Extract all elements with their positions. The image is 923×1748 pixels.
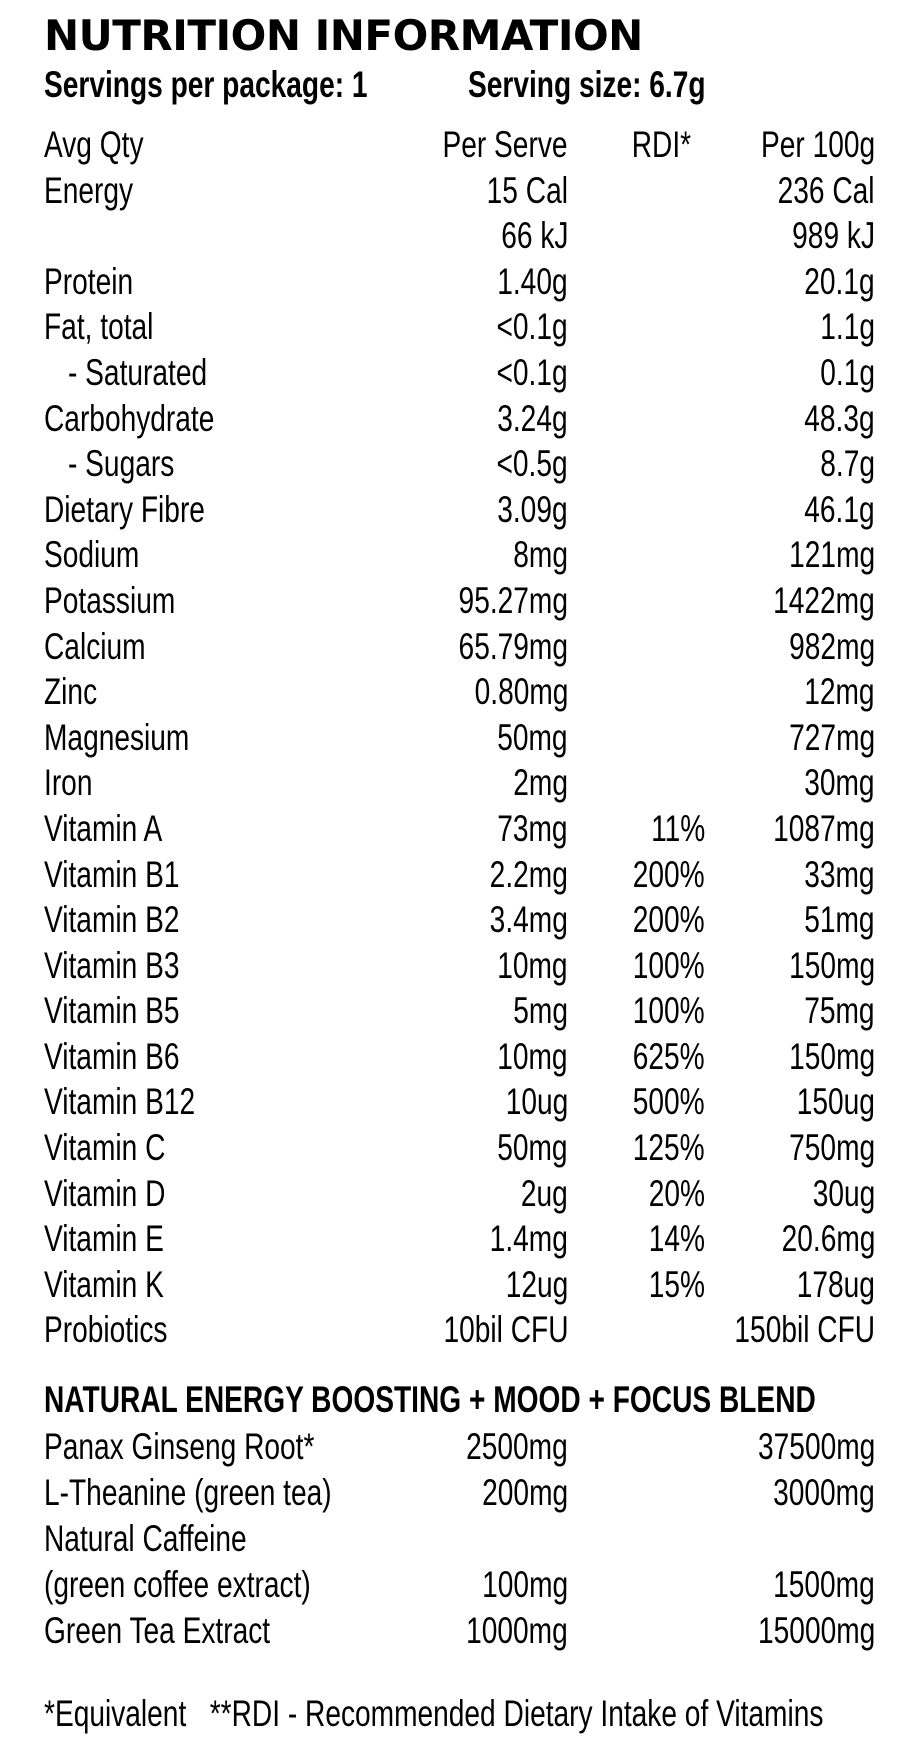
nutrient-label: Zinc [44, 671, 98, 713]
nutrient-label: Potassium [44, 579, 176, 621]
per-serve-value-cell [496, 760, 568, 806]
blend-per-serve-cell [455, 1470, 568, 1516]
per-serve-value: 3.24g [497, 397, 568, 439]
nutrient-label: Vitamin C [44, 1127, 166, 1169]
nutrient-label-cell [44, 943, 222, 989]
table-row [0, 213, 923, 259]
per-100g-value: 12mg [804, 671, 875, 713]
rdi-value: 11% [650, 807, 705, 849]
blend-label-cell [44, 1424, 400, 1470]
per-serve-value: 10bil CFU [442, 1309, 568, 1351]
nutrient-label-cell [68, 350, 251, 396]
per-serve-value: 10mg [497, 944, 568, 986]
per-100g-value-cell [762, 715, 875, 761]
per-serve-value: 1.4mg [489, 1218, 568, 1260]
per-100g-value-cell [782, 669, 875, 715]
table-row [0, 487, 923, 533]
nutrient-label: Sodium [44, 534, 140, 576]
footnote-rdi: **RDI - Recommended Dietary Intake of Vitamins [209, 1693, 824, 1734]
per-100g-value-cell [762, 532, 875, 578]
rdi-value-cell [610, 1079, 705, 1125]
footnote-text [44, 1688, 823, 1740]
table-row [0, 897, 923, 943]
nutrient-label-cell [44, 715, 235, 761]
table-row [0, 852, 923, 898]
nutrient-label: Magnesium [44, 716, 190, 758]
blend-label-line2: (green coffee extract) [44, 1564, 311, 1605]
per-serve-value-cell [424, 578, 568, 624]
per-serve-value-cell [475, 715, 568, 761]
per-100g-value: 8.7g [820, 443, 875, 485]
per-100g-value: 150ug [796, 1081, 875, 1123]
panel-title: NUTRITION INFORMATION [44, 11, 643, 60]
blend-row [0, 1470, 923, 1516]
blend-row [0, 1516, 923, 1608]
nutrient-label: Vitamin E [44, 1218, 164, 1260]
table-row [0, 1125, 923, 1171]
rdi-value-cell [631, 1171, 705, 1217]
table-row [0, 624, 923, 670]
blend-per-serve-cell [434, 1608, 568, 1654]
blend-rows [0, 1424, 923, 1654]
per-serve-value-cell [496, 988, 568, 1034]
nutrient-label: Vitamin K [44, 1263, 164, 1305]
per-100g-value: 982mg [789, 625, 875, 667]
header-per-serve: Per Serve [442, 124, 568, 165]
blend-per-100g-cell [721, 1608, 875, 1654]
nutrient-label-cell [44, 168, 161, 214]
per-serve-value: 65.79mg [458, 625, 568, 667]
per-100g-value-cell [782, 487, 875, 533]
table-row [0, 532, 923, 578]
per-100g-value-cell [741, 806, 875, 852]
nutrient-label-cell [44, 806, 200, 852]
rdi-value-cell [610, 852, 705, 898]
per-serve-value: 3.09g [497, 488, 568, 530]
table-row [0, 988, 923, 1034]
blend-label: Natural Caffeine [44, 1518, 247, 1559]
table-row [0, 1079, 923, 1125]
per-100g-value-cell [772, 1079, 875, 1125]
per-serve-value-cell [475, 259, 568, 305]
per-serve-value-cell [474, 441, 568, 487]
table-row [0, 715, 923, 761]
table-row [0, 441, 923, 487]
nutrient-label: Iron [44, 762, 93, 804]
nutrient-label: Fat, total [44, 306, 154, 348]
nutrient-label: - Saturated [68, 351, 208, 393]
servings-per-package-text: Servings per package: 1 [44, 64, 368, 105]
nutrient-label-cell [44, 1216, 202, 1262]
per-100g-value: 150bil CFU [734, 1309, 875, 1351]
nutrient-label-cell [44, 1034, 222, 1080]
nutrient-label: Calcium [44, 625, 146, 667]
per-100g-value-cell [772, 1262, 875, 1308]
blend-per-100g: 3000mg [773, 1472, 875, 1513]
nutrient-label: Vitamin A [44, 807, 163, 849]
nutrient-label: - Sugars [68, 443, 175, 485]
per-serve-value-cell [465, 1216, 568, 1262]
per-100g-value: 46.1g [804, 488, 875, 530]
per-100g-value: 1.1g [820, 306, 875, 348]
per-100g-value: 20.6mg [781, 1218, 875, 1260]
per-100g-value-cell [741, 578, 875, 624]
blend-per-serve-cell [455, 1562, 568, 1608]
per-serve-value: 3.4mg [489, 899, 568, 941]
per-serve-value-cell [475, 1125, 568, 1171]
table-row [0, 168, 923, 214]
per-serve-value: 8mg [513, 534, 568, 576]
table-row [0, 259, 923, 305]
rdi-value-cell [610, 897, 705, 943]
rdi-value: 200% [633, 853, 705, 895]
per-serve-value: 2ug [521, 1172, 568, 1214]
per-serve-value-cell [475, 806, 568, 852]
blend-per-100g: 15000mg [757, 1610, 875, 1651]
per-100g-value: 20.1g [804, 260, 875, 302]
nutrient-label-cell [44, 897, 222, 943]
per-100g-value: 1422mg [773, 579, 875, 621]
per-100g-value: 51mg [804, 899, 875, 941]
header-avg-qty: Avg Qty [44, 124, 144, 165]
per-serve-value-cell [475, 487, 568, 533]
rdi-value-cell [631, 1262, 705, 1308]
rdi-value-cell [610, 1125, 705, 1171]
nutrient-label: Protein [44, 260, 134, 302]
per-100g-value-cell [747, 168, 875, 214]
nutrient-label-cell [44, 396, 268, 442]
per-serve-value-cell [506, 1171, 568, 1217]
per-serve-value-cell [475, 396, 568, 442]
per-100g-value-cell [782, 988, 875, 1034]
rdi-value: 14% [648, 1218, 705, 1260]
per-100g-value: 33mg [804, 853, 875, 895]
table-row [0, 1034, 923, 1080]
rdi-value: 200% [633, 899, 705, 941]
rdi-value: 625% [633, 1035, 705, 1077]
nutrition-table [0, 122, 923, 1353]
per-100g-value-cell [782, 396, 875, 442]
table-row [0, 578, 923, 624]
serving-size-text: Serving size: 6.7g [468, 64, 706, 105]
per-serve-value-cell [486, 1079, 568, 1125]
per-100g-value: 750mg [789, 1127, 875, 1169]
per-serve-value-cell [474, 350, 568, 396]
nutrient-label: Carbohydrate [44, 397, 215, 439]
per-100g-value-cell [762, 624, 875, 670]
nutrient-label-cell [44, 487, 256, 533]
nutrient-label-cell [44, 988, 222, 1034]
nutrient-label-cell [44, 1079, 243, 1125]
per-serve-value: 10ug [505, 1081, 568, 1123]
per-100g-value: 48.3g [804, 397, 875, 439]
per-100g-value: 150mg [789, 944, 875, 986]
blend-per-100g: 37500mg [757, 1426, 875, 1467]
per-100g-value-cell [762, 1034, 875, 1080]
nutrient-label-cell [44, 1171, 204, 1217]
nutrient-label: Dietary Fibre [44, 488, 205, 530]
nutrient-label: Vitamin B3 [44, 944, 180, 986]
rdi-value: 500% [633, 1081, 705, 1123]
blend-label-cell [44, 1516, 311, 1562]
blend-label: L-Theanine (green tea) [44, 1472, 332, 1513]
table-row [0, 943, 923, 989]
table-row [0, 1307, 923, 1353]
header-per-100g: Per 100g [760, 124, 875, 165]
nutrient-label: Energy [44, 169, 134, 211]
blend-label: Panax Ginseng Root* [44, 1426, 315, 1467]
nutrient-label: Vitamin B6 [44, 1035, 180, 1077]
nutrient-label-cell [44, 760, 108, 806]
table-row [0, 806, 923, 852]
per-serve-value: 2mg [513, 762, 568, 804]
header-rdi: RDI* [631, 124, 691, 165]
per-100g-value-cell [752, 1216, 875, 1262]
per-serve-value-cell [486, 1262, 568, 1308]
per-100g-value: 727mg [789, 716, 875, 758]
per-100g-value: 121mg [789, 534, 875, 576]
rdi-value: 15% [648, 1263, 705, 1305]
nutrient-label-cell [44, 578, 217, 624]
per-serve-value: 12ug [505, 1263, 568, 1305]
blend-per-serve: 200mg [482, 1472, 568, 1513]
table-row [0, 1262, 923, 1308]
blend-per-100g: 1500mg [773, 1564, 875, 1605]
per-100g-value: 30ug [812, 1172, 875, 1214]
rdi-value: 20% [648, 1172, 705, 1214]
per-100g-value: 75mg [804, 990, 875, 1032]
blend-row [0, 1608, 923, 1654]
per-100g-value: 236 Cal [778, 169, 875, 211]
blend-heading: NATURAL ENERGY BOOSTING + MOOD + FOCUS BLEND [44, 1379, 816, 1420]
per-100g-value: 150mg [789, 1035, 875, 1077]
nutrient-label-cell [44, 1125, 204, 1171]
nutrient-label: Vitamin D [44, 1172, 166, 1214]
rdi-value: 125% [633, 1127, 705, 1169]
table-row [0, 304, 923, 350]
per-serve-value: 95.27mg [458, 579, 568, 621]
per-serve-value-cell [480, 213, 568, 259]
nutrient-label: Probiotics [44, 1309, 168, 1351]
servings-per-package [44, 60, 470, 110]
per-serve-value: <0.1g [496, 351, 568, 393]
rdi-value: 100% [633, 944, 705, 986]
blend-per-100g-cell [741, 1470, 875, 1516]
nutrient-rows [0, 168, 923, 1353]
table-header-row [0, 122, 923, 168]
blend-row [0, 1424, 923, 1470]
rdi-value-cell [610, 988, 705, 1034]
rdi-value-cell [610, 943, 705, 989]
blend-label-cell [44, 1608, 342, 1654]
per-100g-value-cell [803, 350, 875, 396]
blend-label: Green Tea Extract [44, 1610, 271, 1651]
per-serve-value: 1.40g [497, 260, 568, 302]
per-serve-value: 66 kJ [500, 215, 568, 257]
per-serve-value: 5mg [513, 990, 568, 1032]
per-100g-value-cell [762, 1125, 875, 1171]
rdi-value-cell [631, 1216, 705, 1262]
nutrient-label-cell [44, 1262, 202, 1308]
per-100g-value-cell [762, 943, 875, 989]
per-100g-value-cell [766, 213, 875, 259]
per-serve-value-cell [496, 532, 568, 578]
blend-per-100g-cell [721, 1424, 875, 1470]
per-100g-value: 30mg [804, 762, 875, 804]
table-row [0, 760, 923, 806]
per-serve-value-cell [465, 897, 568, 943]
rdi-value: 100% [633, 990, 705, 1032]
nutrient-label-cell [44, 624, 178, 670]
per-100g-value: 1087mg [773, 807, 875, 849]
per-serve-value: <0.5g [496, 443, 568, 485]
nutrient-label: Vitamin B12 [44, 1081, 196, 1123]
per-serve-value: <0.1g [496, 306, 568, 348]
table-row [0, 669, 923, 715]
per-serve-value: 15 Cal [486, 169, 568, 211]
per-serve-value: 2.2mg [489, 853, 568, 895]
blend-label-cell [44, 1470, 422, 1516]
nutrient-label: Vitamin B1 [44, 853, 180, 895]
nutrient-label: Vitamin B5 [44, 990, 180, 1032]
per-serve-value: 50mg [497, 1127, 568, 1169]
footnote [44, 1688, 923, 1740]
rdi-value-cell [610, 1034, 705, 1080]
blend-per-serve: 2500mg [466, 1426, 568, 1467]
per-serve-value-cell [404, 1307, 569, 1353]
per-serve-value-cell [445, 669, 568, 715]
table-row [0, 350, 923, 396]
per-serve-value-cell [424, 624, 568, 670]
nutrient-label-cell [44, 1307, 206, 1353]
per-100g-value-cell [782, 897, 875, 943]
per-100g-value: 0.1g [820, 351, 875, 393]
per-serve-value: 50mg [497, 716, 568, 758]
blend-per-serve: 1000mg [466, 1610, 568, 1651]
per-100g-value-cell [793, 1171, 875, 1217]
per-100g-value: 178ug [796, 1263, 875, 1305]
nutrient-label-cell [44, 669, 114, 715]
table-row [0, 1216, 923, 1262]
nutrient-label-cell [68, 441, 208, 487]
blend-per-100g-cell [741, 1562, 875, 1608]
per-serve-value-cell [461, 168, 568, 214]
per-100g-value-cell [782, 852, 875, 898]
blend-per-serve: 100mg [482, 1564, 568, 1605]
per-100g-value-cell [782, 259, 875, 305]
nutrient-label-cell [44, 259, 161, 305]
per-serve-value: 0.80mg [474, 671, 568, 713]
nutrient-label-cell [44, 532, 169, 578]
nutrient-label: Vitamin B2 [44, 899, 180, 941]
per-serve-value: 10mg [497, 1035, 568, 1077]
blend-label-line2-cell [44, 1562, 395, 1608]
per-serve-value-cell [474, 304, 568, 350]
nutrient-label-cell [44, 304, 188, 350]
per-100g-value-cell [803, 304, 875, 350]
footnote-equivalent: *Equivalent [44, 1693, 187, 1734]
nutrient-label-cell [44, 852, 222, 898]
per-100g-value-cell [690, 1307, 875, 1353]
table-row [0, 396, 923, 442]
per-100g-value-cell [782, 760, 875, 806]
table-row [0, 1171, 923, 1217]
per-serve-value-cell [475, 943, 568, 989]
per-serve-value: 73mg [497, 807, 568, 849]
per-100g-value: 989 kJ [792, 215, 875, 257]
serving-size [468, 60, 781, 110]
per-serve-value-cell [475, 1034, 568, 1080]
per-100g-value-cell [803, 441, 875, 487]
blend-per-serve-cell [434, 1424, 568, 1470]
rdi-value-cell [634, 806, 705, 852]
per-serve-value-cell [465, 852, 568, 898]
